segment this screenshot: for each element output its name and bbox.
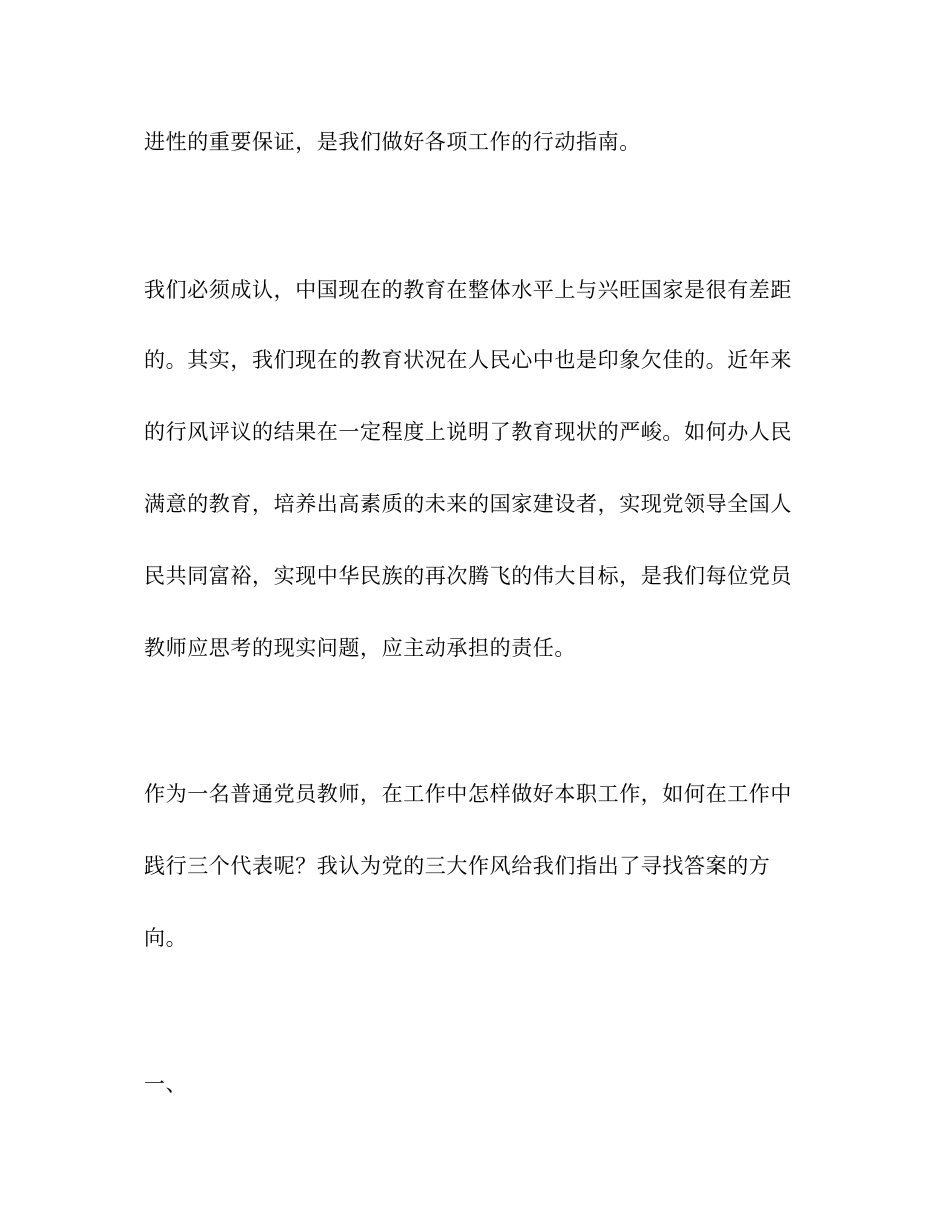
paragraph-line: 的行风评议的结果在一定程度上说明了教育现状的严峻。如何办人民: [144, 420, 792, 444]
paragraph-line: 的。其实，我们现在的教育状况在人民心中也是印象欠佳的。近年来: [144, 348, 792, 372]
paragraph-line: 教师应思考的现实问题，应主动承担的责任。: [144, 636, 576, 660]
paragraph-line: 践行三个代表呢？我认为党的三大作风给我们指出了寻找答案的方: [144, 854, 771, 878]
section-heading: 一、: [144, 1072, 188, 1096]
paragraph-line: 民共同富裕，实现中华民族的再次腾飞的伟大目标，是我们每位党员: [144, 564, 792, 588]
paragraph-line: 作为一名普通党员教师，在工作中怎样做好本职工作，如何在工作中: [144, 782, 792, 806]
paragraph-line: 进性的重要保证，是我们做好各项工作的行动指南。: [144, 130, 641, 154]
paragraph-line: 满意的教育，培养出高素质的未来的国家建设者，实现党领导全国人: [144, 492, 792, 516]
paragraph-line: 向。: [144, 926, 188, 950]
paragraph-line: 我们必须成认，中国现在的教育在整体水平上与兴旺国家是很有差距: [144, 278, 792, 302]
